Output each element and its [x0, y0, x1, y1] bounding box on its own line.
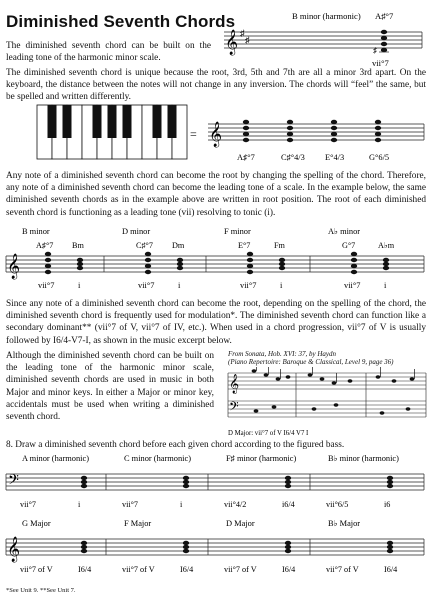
chord-name-label: E°7 [238, 241, 251, 250]
given-chord-note [183, 476, 189, 480]
figured-bass-label: vii°7 of V [122, 565, 155, 574]
figured-bass-label: i [78, 500, 81, 509]
svg-text:♯: ♯ [373, 46, 377, 55]
roman-numeral-label: i [178, 281, 181, 290]
equals-sign: = [190, 127, 197, 141]
exercise-key-label: G Major [22, 519, 51, 528]
chord-note [351, 252, 357, 256]
roman-numeral-label: i [280, 281, 283, 290]
intro-paragraph-2: The diminished seventh chord is unique because the root, 3rd, 5th and 7th are all a minor 3rd apart. On the keyboard, the distance between the notes will not change in any inversion. The chords will “feel” the same, but be spelled and written differently. [6, 68, 426, 103]
given-chord-note [81, 476, 87, 480]
paragraph-modulation: Any note of a diminished seventh chord can become the root by changing the spelling of the chord. Therefore, any note of a diminished seventh chord can become the leading tone of a scale. In the example below, the same diminished seventh chords as in the example above are written in root position. The root of each diminished seventh chord is functioning as a leading tone (vii) resolving to tonic (i). [6, 171, 426, 218]
chord-note [375, 132, 381, 136]
excerpt-analysis: D Major: vii°7 of V I6/4 V7 I [228, 430, 309, 437]
exercise-key-label: C minor (harmonic) [124, 454, 191, 463]
chord-note [243, 132, 249, 136]
chord-note [287, 120, 293, 124]
chord-note [287, 138, 293, 142]
resolution-key-label: F minor [224, 227, 251, 236]
chord-note [77, 266, 83, 270]
chord-note [145, 252, 151, 256]
black-key [93, 105, 102, 138]
figured-bass-label: i6 [384, 500, 391, 509]
inversions-staff [206, 110, 428, 168]
figured-bass-label: vii°7 of V [224, 565, 257, 574]
chord-name-label: Fm [274, 241, 285, 250]
roman-numeral-label: i [78, 281, 81, 290]
page-title: Diminished Seventh Chords [6, 12, 236, 31]
chord-name-label: C♯°7 [136, 241, 153, 250]
exercise-key-label: B♭ Major [328, 519, 361, 528]
chord-note [177, 262, 183, 266]
chord-note [247, 258, 253, 262]
chord-note [351, 264, 357, 268]
given-chord-note [387, 549, 393, 553]
figured-bass-label: i [180, 500, 183, 509]
figured-bass-label: vii°7 of V [20, 565, 53, 574]
svg-text:♯: ♯ [245, 35, 250, 45]
figured-bass-label: i6/4 [282, 500, 295, 509]
chord-note [383, 266, 389, 270]
given-chord-note [387, 480, 393, 484]
figured-bass-label: I6/4 [78, 565, 92, 574]
chord-note [375, 120, 381, 124]
resolution-key-label: D minor [122, 227, 151, 236]
roman-numeral-label: vii°7 [38, 281, 55, 290]
chord-note [177, 266, 183, 270]
chord-note [279, 266, 285, 270]
chord-note [331, 126, 337, 130]
chord-note [145, 270, 151, 274]
chord-note [383, 258, 389, 262]
chord-name-label: A♭m [378, 241, 395, 250]
chord-note [331, 132, 337, 136]
figured-bass-label: vii°7 of V [326, 565, 359, 574]
chord-note [351, 270, 357, 274]
example-key-label: B minor (harmonic) [292, 11, 361, 21]
chord-note [279, 258, 285, 262]
figured-bass-label: I6/4 [180, 565, 194, 574]
chord-note [247, 270, 253, 274]
given-chord-note [285, 549, 291, 553]
inversion-label: E°4/3 [325, 153, 345, 162]
given-chord-note [81, 480, 87, 484]
inversion-label: C♯°4/3 [281, 153, 305, 162]
given-chord-note [183, 480, 189, 484]
black-key [48, 105, 57, 138]
exercise-key-label: B♭ minor (harmonic) [328, 454, 399, 463]
given-chord-note [183, 549, 189, 553]
black-key [168, 105, 177, 138]
chord-note [45, 264, 51, 268]
intro-paragraph-1: The diminished seventh chord can be built on the leading tone of the harmonic minor scale. [6, 41, 211, 64]
treble-clef-icon: 𝄞 [7, 253, 21, 278]
exercise-key-label: A minor (harmonic) [22, 454, 89, 463]
black-key [63, 105, 72, 138]
inversion-label: G°6/5 [369, 153, 390, 162]
figured-bass-label: vii°4/2 [224, 500, 247, 509]
exercise-row-1-staff [4, 452, 428, 512]
resolution-key-label: A♭ minor [328, 227, 361, 236]
svg-text:𝄞: 𝄞 [229, 374, 240, 393]
chord-note [243, 138, 249, 142]
given-chord-note [387, 484, 393, 488]
resolution-staff [4, 226, 428, 296]
given-chord-note [81, 549, 87, 553]
chord-note [331, 138, 337, 142]
roman-numeral-label: vii°7 [138, 281, 155, 290]
treble-clef-icon: 𝄞 [225, 29, 239, 54]
figured-bass-label: I6/4 [384, 565, 398, 574]
resolution-key-label: B minor [22, 227, 50, 236]
given-chord-note [81, 545, 87, 549]
given-chord-note [285, 476, 291, 480]
chord-note [45, 270, 51, 274]
given-chord-note [183, 545, 189, 549]
given-chord-note [387, 476, 393, 480]
exercise-instructions: 8. Draw a diminished seventh chord before each given chord according to the figured bass. [6, 440, 345, 450]
chord-note [177, 258, 183, 262]
exercise-key-label: F Major [124, 519, 152, 528]
chord-note [383, 262, 389, 266]
chord-name-label: Bm [72, 241, 84, 250]
footnote: *See Unit 9. **See Unit 7. [6, 587, 76, 594]
chord-note [351, 258, 357, 262]
bass-clef-icon: 𝄢 [8, 472, 19, 491]
given-chord-note [183, 541, 189, 545]
given-chord-note [183, 484, 189, 488]
given-chord-note [387, 541, 393, 545]
exercise-key-label: F♯ minor (harmonic) [226, 454, 297, 463]
given-chord-note [285, 545, 291, 549]
chord-name-label: G°7 [342, 241, 356, 250]
figured-bass-label: I6/4 [282, 565, 296, 574]
chord-name-label: A♯°7 [375, 11, 394, 21]
chord-note [77, 258, 83, 262]
given-chord-note [285, 480, 291, 484]
excerpt-source: From Sonata, Hob. XVI: 37, by Haydn [228, 350, 337, 358]
chord-note [247, 264, 253, 268]
given-chord-note [81, 541, 87, 545]
figured-bass-label: vii°7 [20, 500, 37, 509]
black-key [123, 105, 132, 138]
paragraph-secondary-dominant: Since any note of a diminished seventh chord can become the root, depending on the spelling of the chord, the diminished seventh chord is frequently used for modulation*. The diminished seventh chord can function like a secondary dominant** (vii°7 of V, vii°7 of IV, etc.). When used in a chord progression, vii°7 of V is usually followed by I6/4-V7-I, as shown in the music excerpt below. [6, 299, 426, 346]
chord-name-label: Dm [172, 241, 185, 250]
chord-note [45, 252, 51, 256]
chord-note [331, 120, 337, 124]
treble-clef-icon: 𝄞 [209, 121, 223, 146]
chord-note [375, 138, 381, 142]
roman-numeral-label: vii°7 [240, 281, 257, 290]
black-key [153, 105, 162, 138]
keyboard-diagram [36, 104, 188, 160]
chord-note [243, 126, 249, 130]
chord-note [287, 126, 293, 130]
roman-numeral-label: vii°7 [344, 281, 361, 290]
paragraph-major-minor: Although the diminished seventh chord can be built on the leading tone of the harmonic minor scale, diminished seventh chords are used in music in both Major and minor keys. In either a Major or minor key, accidentals must be used when writing a diminished seventh chord. [6, 351, 214, 423]
haydn-excerpt-score [226, 367, 428, 443]
example-b-minor-staff [222, 8, 426, 70]
given-chord-note [285, 541, 291, 545]
given-chord-note [285, 484, 291, 488]
chord-note [279, 262, 285, 266]
chord-note [375, 126, 381, 130]
exercise-key-label: D Major [226, 519, 255, 528]
svg-text:𝄢: 𝄢 [229, 401, 239, 417]
figured-bass-label: vii°7 [122, 500, 139, 509]
chord-note [145, 264, 151, 268]
chord-note [247, 252, 253, 256]
chord-note [287, 132, 293, 136]
chord-note [145, 258, 151, 262]
given-chord-note [387, 545, 393, 549]
chord-note [77, 262, 83, 266]
exercise-row-2-staff [4, 517, 428, 583]
black-key [108, 105, 117, 138]
given-chord-note [81, 484, 87, 488]
excerpt-book: (Piano Repertoire: Baroque & Classical, Level 9, page 36) [228, 358, 394, 366]
chord-note [243, 120, 249, 124]
figured-bass-label: vii°6/5 [326, 500, 349, 509]
svg-text:♯: ♯ [240, 28, 245, 38]
treble-clef-icon: 𝄞 [7, 536, 21, 561]
roman-numeral-label: vii°7 [372, 58, 389, 68]
inversion-label: A♯°7 [237, 153, 255, 162]
roman-numeral-label: i [384, 281, 387, 290]
chord-name-label: A♯°7 [36, 241, 54, 250]
chord-note [45, 258, 51, 262]
